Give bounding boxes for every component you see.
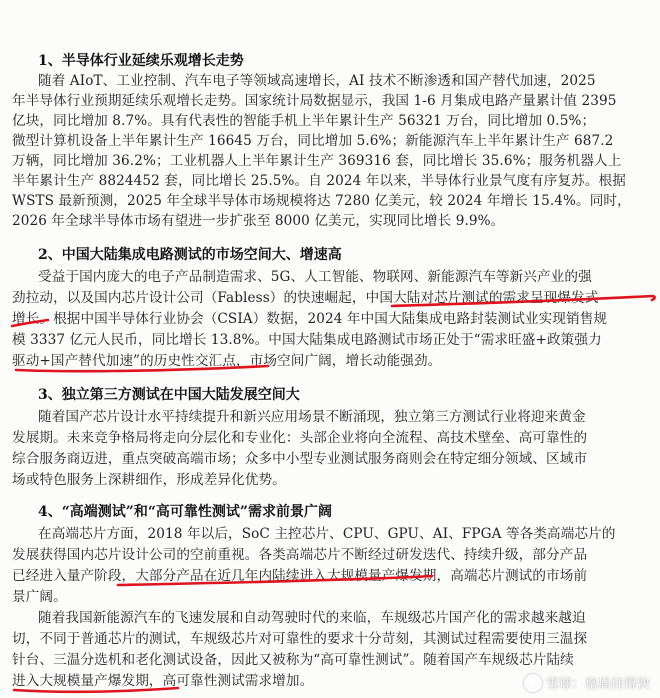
section-3-line-4: 场或特色服务上深耕细作，形成差异化优势。 xyxy=(12,472,286,488)
section-1-heading: 1、半导体行业延续乐观增长走势 xyxy=(38,53,244,69)
section-1-line-1: 随着 AIoT、工业控制、汽车电子等领域高速增长，AI 技术不断渗透和国产替代加速，2025 xyxy=(38,73,596,89)
section-2-line-4: 模 3337 亿元人民币，同比增长 13.8%。中国大陆集成电路测试市场正处于“需求旺盛+政策强力 xyxy=(12,332,602,348)
snowball-logo-icon xyxy=(524,674,542,692)
section-3-heading: 3、独立第三方测试在中国大陆发展空间大 xyxy=(38,387,300,403)
section-1-line-4: 微型计算机设备上半年累计生产 16645 万台，同比增加 5.6%；新能源汽车上半年累计生产 687.2 xyxy=(12,133,614,149)
section-4-line-6: 切，不同于普通芯片的测试，车规级芯片对可靠性的要求十分苛刻，其测试过程需要使用三温探 xyxy=(12,631,588,647)
section-4-line-4: 景广阔。 xyxy=(12,589,67,605)
section-2-line-5: 驱动+国产替代加速”的历史性交汇点，市场空间广阔，增长动能强劲。 xyxy=(12,353,442,369)
section-3-line-2: 发展期。未来竞争格局将走向分层化和专业化：头部企业将向全流程、高技术壁垒、高可靠性的 xyxy=(12,430,588,446)
section-4-line-5: 随着我国新能源汽车的飞速发展和自动驾驶时代的来临，车规级芯片国产化的需求越来越迫 xyxy=(38,610,586,626)
watermark-text: 雪球：格局挂得快 xyxy=(545,677,650,692)
section-2-line-2: 劲拉动，以及国内芯片设计公司（Fabless）的快速崛起，中国大陆对芯片测试的需求呈现爆发式 xyxy=(12,290,599,306)
watermark xyxy=(524,673,650,692)
section-4-line-2: 发展获得国内芯片设计公司的空前重视。各类高端芯片不断经过研发迭代、持续升级，部分产品 xyxy=(12,547,588,563)
section-2-line-1: 受益于国内庞大的电子产品制造需求、5G、人工智能、物联网、新能源汽车等新兴产业的强 xyxy=(38,269,592,285)
section-1-line-2: 年半导体行业预期延续乐观增长走势。国家统计局数据显示，我国 1-6 月集成电路产量累计值 2395 xyxy=(12,93,617,109)
section-4-line-1: 在高端芯片方面，2018 年以后，SoC 主控芯片、CPU、GPU、AI、FPGA 等各类高端芯片的 xyxy=(38,526,616,542)
section-3-line-3: 综合服务商迈进，重点突破高端市场；众多中小型专业测试服务商则会在特定细分领域、区域市 xyxy=(12,451,588,467)
section-1-line-8: 2026 年全球半导体市场有望进一步扩张至 8000 亿美元，实现同比增长 9.9%。 xyxy=(12,213,505,229)
section-3-line-1: 随着国产芯片设计水平持续提升和新兴应用场景不断涌现，独立第三方测试行业将迎来黄金 xyxy=(38,409,586,425)
section-4-line-7: 针台、三温分选机和老化测试设备，因此又被称为“高可靠性测试”。随着国产车规级芯片陆续 xyxy=(12,652,574,668)
section-2-line-3: 增长。根据中国半导体行业协会（CSIA）数据，2024 年中国大陆集成电路封装测试业实现销售规 xyxy=(12,311,608,327)
section-1-line-7: WSTS 最新预测，2025 年全球半导体市场规模将达 7280 亿美元，较 2024 年增长 15.4%。同时， xyxy=(12,193,631,209)
section-2-heading: 2、中国大陆集成电路测试的市场空间大、增速高 xyxy=(38,247,342,263)
section-4-heading: 4、“高端测试”和“高可靠性测试”需求前景广阔 xyxy=(38,504,332,520)
section-1-line-5: 万辆，同比增加 36.2%；工业机器人上半年累计生产 369316 套，同比增长 35.6%；服务机器人上 xyxy=(12,153,622,169)
section-1-line-3: 亿块，同比增加 8.7%。具有代表性的智能手机上半年累计生产 56321 万台，同比增加 0.5%； xyxy=(12,113,596,129)
section-4-line-3: 已经进入量产阶段，大部分产品在近几年内陆续进入大规模量产爆发期，高端芯片测试的市场前 xyxy=(12,568,588,584)
section-4-line-8: 进入大规模量产爆发期，高可靠性测试需求增加。 xyxy=(12,673,314,689)
section-1-line-6: 半年累计生产 8824452 套，同比增长 25.5%。自 2024 年以来，半导体行业景气度有序复苏。根据 xyxy=(12,173,626,189)
